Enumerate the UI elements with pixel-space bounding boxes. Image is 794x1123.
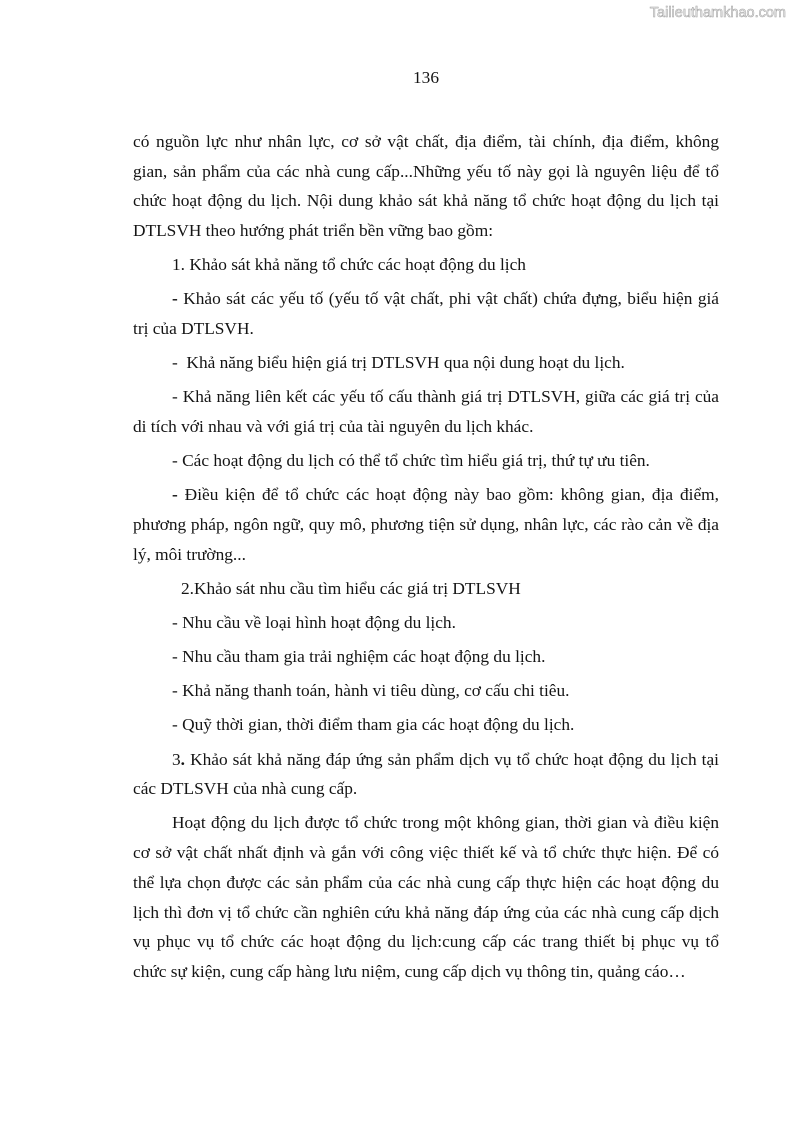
- page-number: 136: [413, 68, 439, 87]
- line-text: Khảo sát các yếu tố (yếu tố vật chất, phi vật chất) chứa đựng, biểu hiện giá: [177, 289, 719, 309]
- watermark-text: Tailieuthamkhao.com: [649, 5, 786, 21]
- text-line: Hoạt động du lịch được tổ chức trong một không gian, thời gian và điều kiện: [172, 813, 719, 833]
- bullet-item: [133, 642, 719, 672]
- bullet-item: [133, 446, 719, 476]
- text-line: [133, 284, 719, 314]
- text-line: - Quỹ thời gian, thời điểm tham gia các hoạt động du lịch.: [172, 715, 575, 735]
- text-line: thể lựa chọn được các sản phẩm của các nhà cung cấp thực hiện các hoạt động du: [133, 872, 719, 892]
- text-line: di tích với nhau và với giá trị của tài nguyên du lịch khác.: [133, 417, 534, 437]
- bullet-item: [133, 480, 719, 569]
- text-line: - Khả năng liên kết các yếu tố cấu thành giá trị DTLSVH, giữa các giá trị của: [172, 387, 719, 407]
- text-line: lý, môi trường...: [133, 544, 246, 564]
- text-line: [133, 480, 719, 510]
- text-line: chức sự kiện, cung cấp hàng lưu niệm, cung cấp dịch vụ thông tin, quảng cáo…: [133, 961, 686, 981]
- text-line: [133, 745, 719, 775]
- paragraph-continuation: [133, 127, 719, 246]
- section-heading-2: [133, 574, 719, 604]
- text-line: - Các hoạt động du lịch có thể tổ chức tìm hiểu giá trị, thứ tự ưu tiên.: [172, 451, 650, 471]
- body-text: [133, 127, 719, 991]
- bullet-item: [133, 608, 719, 638]
- section-heading-3: [133, 745, 719, 804]
- line-text: Điều kiện để tổ chức các hoạt động này bao gồm: không gian, địa điểm,: [177, 485, 719, 505]
- text-line: trị của DTLSVH.: [133, 319, 254, 339]
- text-line: chức hoạt động du lịch. Nội dung khảo sát khả năng tổ chức hoạt động du lịch tại: [133, 191, 719, 211]
- bullet-item: [133, 710, 719, 740]
- paragraph-body: [133, 808, 719, 986]
- text-line: cơ sở vật chất nhất định và gắn với công việc thiết kế và tổ chức thực hiện. Để có: [133, 843, 719, 863]
- line-text: Khảo sát khả năng đáp ứng sản phẩm dịch vụ tổ chức hoạt động du lịch tại: [185, 749, 719, 769]
- text-line: - Nhu cầu tham gia trải nghiệm các hoạt động du lịch.: [172, 647, 546, 667]
- bullet-marker: -: [172, 289, 178, 309]
- text-line: phương pháp, ngôn ngữ, quy mô, phương tiện sử dụng, nhân lực, các rào cản về địa: [133, 515, 719, 535]
- bullet-item: [133, 348, 719, 378]
- section-number-dot: .: [180, 749, 186, 769]
- text-line: - Nhu cầu về loại hình hoạt động du lịch.: [172, 613, 456, 633]
- bullet-item: [133, 676, 719, 706]
- section-heading-1: [133, 250, 719, 280]
- text-line: 2.Khảo sát nhu cầu tìm hiểu các giá trị DTLSVH: [181, 578, 521, 598]
- section-number: 3: [172, 749, 181, 769]
- bullet-item: [133, 382, 719, 441]
- text-line: 1. Khảo sát khả năng tổ chức các hoạt động du lịch: [172, 255, 526, 275]
- text-line: có nguồn lực như nhân lực, cơ sở vật chất, địa điểm, tài chính, địa điểm, không: [133, 132, 719, 151]
- text-line: vụ phục vụ tổ chức các hoạt động du lịch:cung cấp các trang thiết bị phục vụ tổ: [133, 932, 719, 952]
- text-line: các DTLSVH của nhà cung cấp.: [133, 779, 358, 799]
- text-line: - Khả năng thanh toán, hành vi tiêu dùng, cơ cấu chi tiêu.: [172, 681, 570, 701]
- text-line: DTLSVH theo hướng phát triển bền vững bao gồm:: [133, 221, 494, 241]
- text-line: gian, sản phẩm của các nhà cung cấp...Những yếu tố này gọi là nguyên liệu để tổ: [133, 161, 719, 181]
- text-line: lịch thì đơn vị tổ chức cần nghiên cứu khả năng đáp ứng của các nhà cung cấp dịch: [133, 902, 719, 922]
- bullet-item: [133, 284, 719, 343]
- bullet-marker: -: [172, 485, 178, 505]
- text-line: - Khả năng biểu hiện giá trị DTLSVH qua nội dung hoạt du lịch.: [172, 353, 625, 373]
